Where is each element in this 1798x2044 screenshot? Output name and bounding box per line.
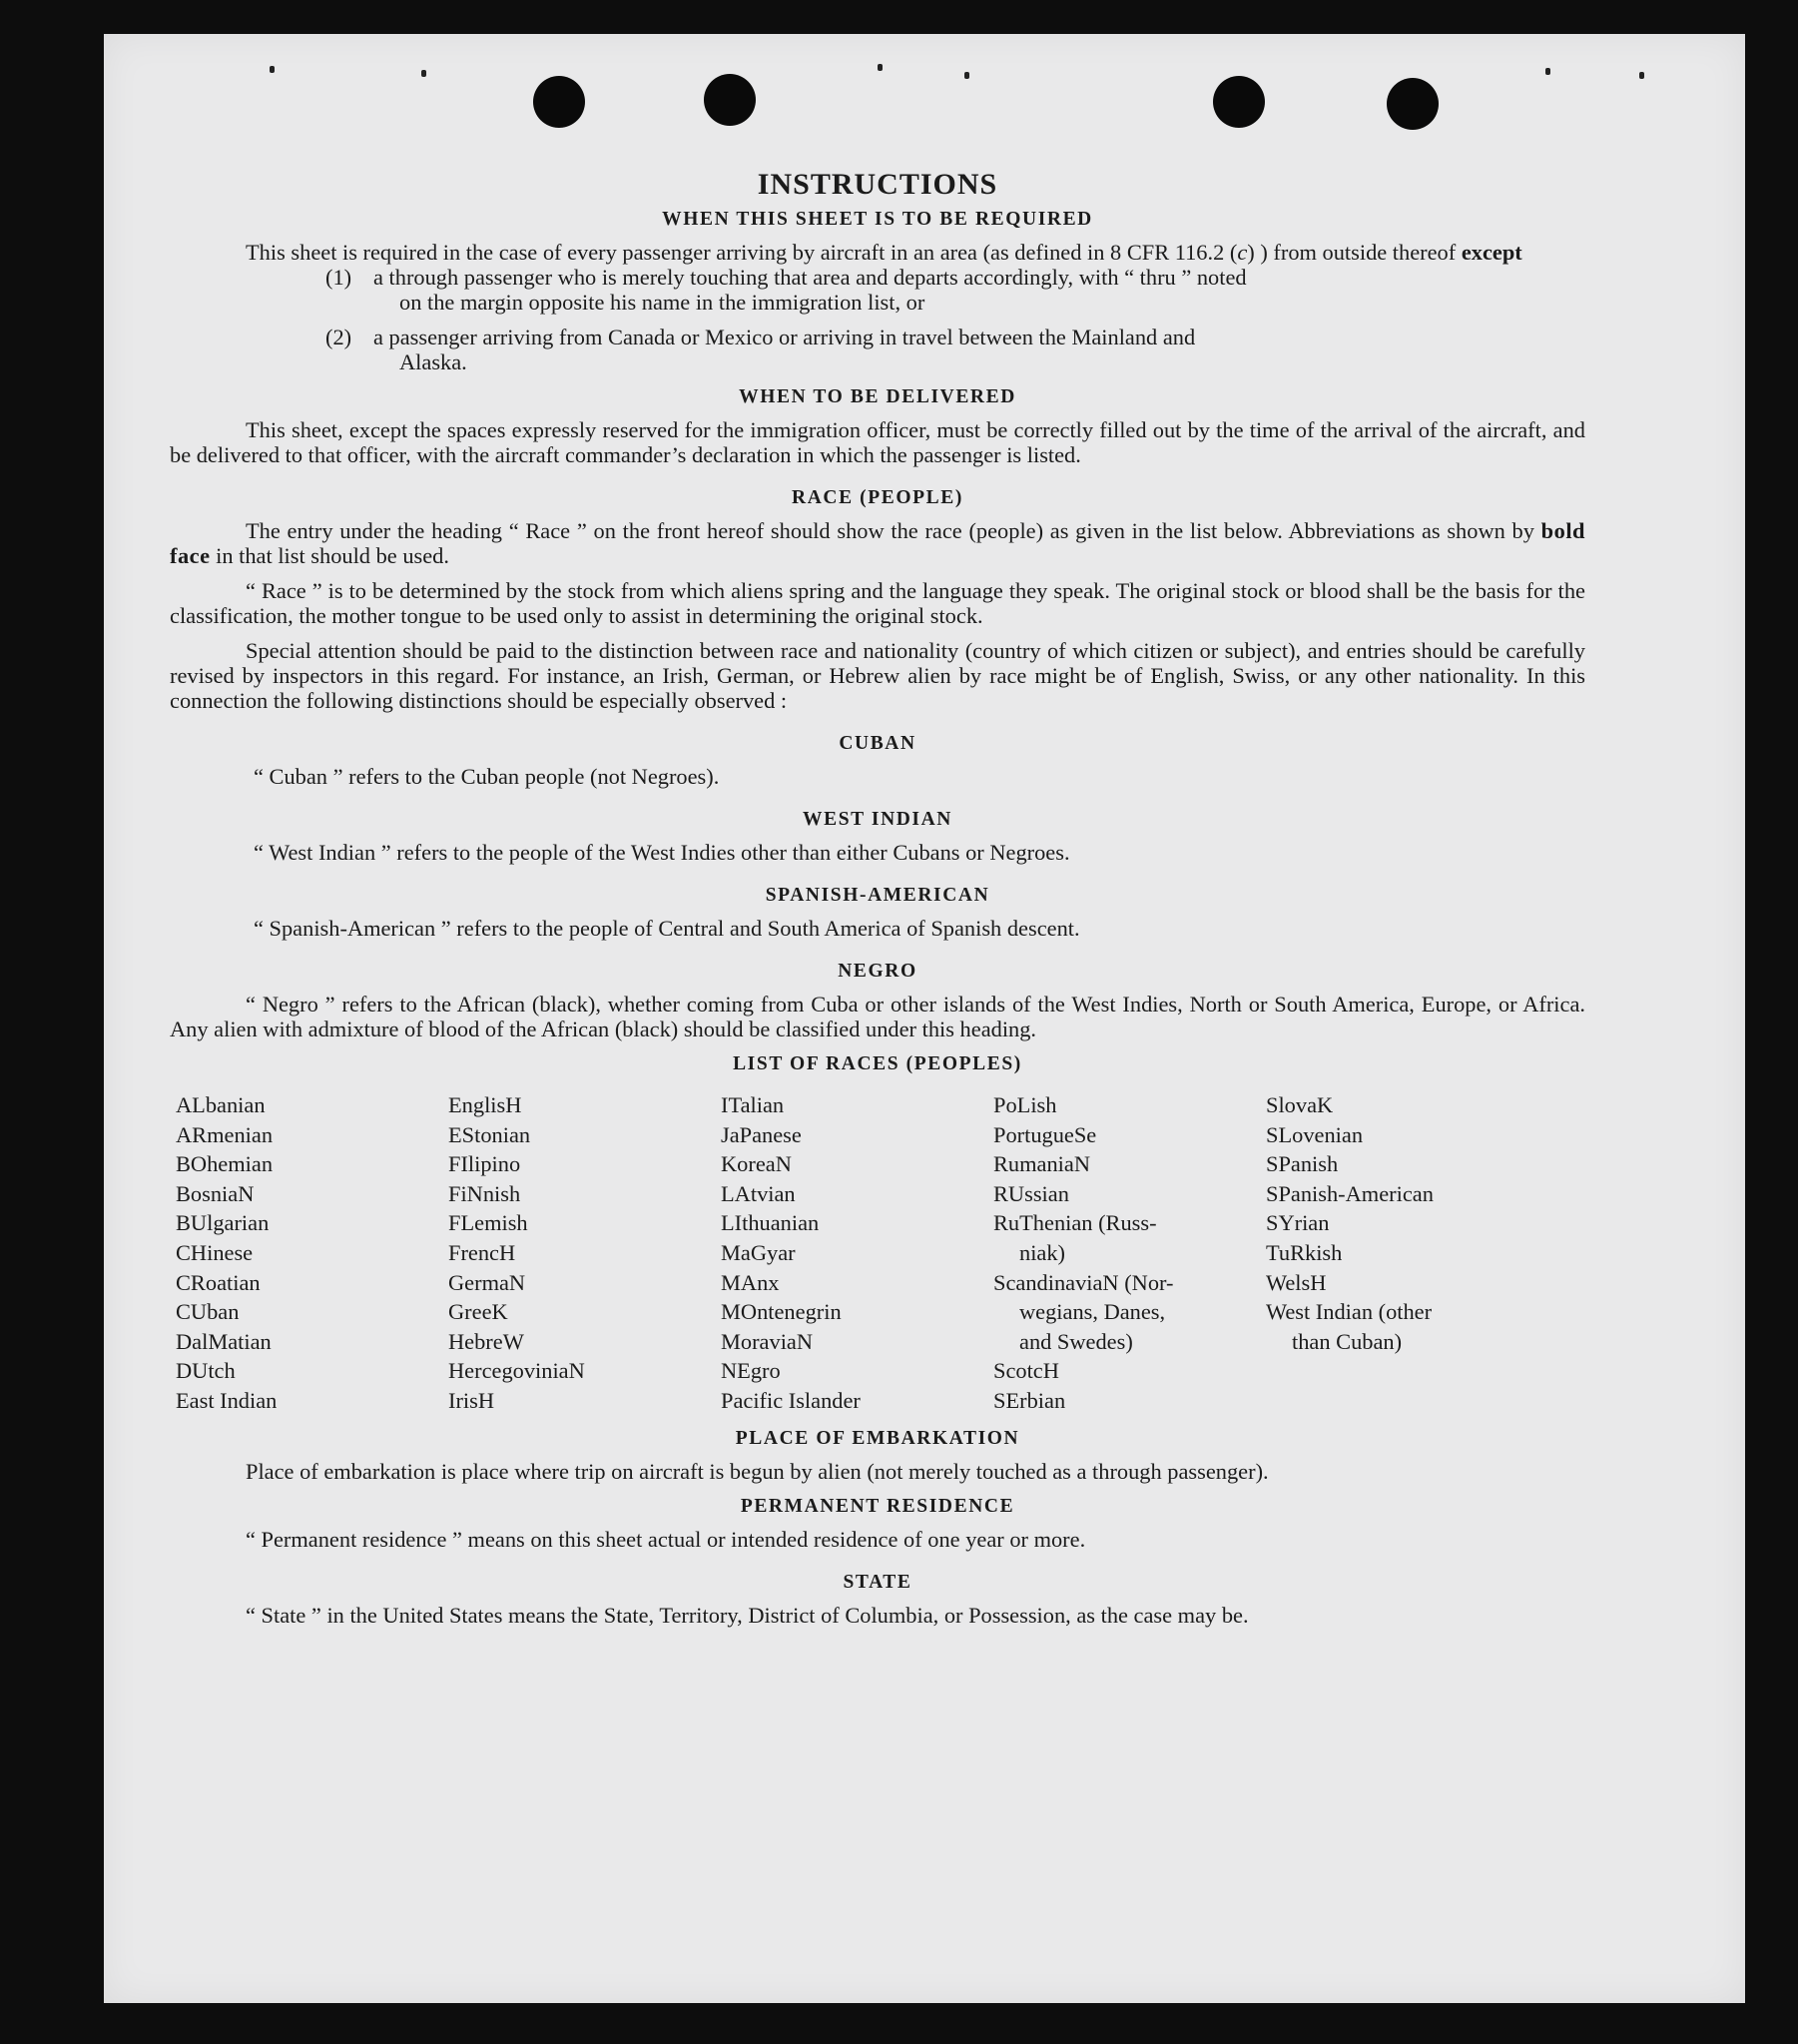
negro-text: “ Negro ” refers to the African (black), whether coming from Cuba or other islands of the West Indies, North or South America, Europe, or Africa. Any alien with admixture of blood of the African (black) should be classified under this heading. (170, 992, 1585, 1041)
race-entry: SYrian (1266, 1210, 1330, 1236)
section-heading-embarkation: PLACE OF EMBARKATION (735, 1427, 1020, 1449)
race-paragraph-2: “ Race ” is to be determined by the stock from which aliens spring and the language they speak. The original stock or blood shall be the basis for the classification, the mother tongue to be used only to assist in determining the original stock. (170, 578, 1585, 628)
speck-mark (878, 64, 883, 71)
race-entry: HebreW (448, 1328, 524, 1354)
required-item-1: (1) a through passenger who is merely touching that area and departs accordingly, with “ thru ” noted on the margin opposite his name in the immigration list, or (325, 265, 1247, 315)
race-entry: niak) (1019, 1239, 1066, 1265)
instructions-content (170, 136, 1585, 1628)
races-column-2 (448, 1090, 721, 1416)
race-entry: IrisH (448, 1387, 495, 1413)
race-entry: JaPanese (721, 1121, 802, 1147)
section-heading-state: STATE (843, 1571, 912, 1593)
race-entry: CRoatian (176, 1269, 261, 1295)
race-entry: SPanish-American (1266, 1180, 1434, 1206)
speck-mark (1639, 72, 1644, 79)
race-entry: BOhemian (176, 1151, 274, 1177)
race-entry: ScotcH (993, 1358, 1059, 1384)
race-entry: BosniaN (176, 1180, 255, 1206)
race-entry: DUtch (176, 1358, 236, 1384)
race-entry: FiNnish (448, 1180, 521, 1206)
race-entry: Pacific Islander (721, 1387, 861, 1413)
west-indian-text: “ West Indian ” refers to the people of the West Indies other than either Cubans or Negroes. (254, 840, 1070, 865)
race-entry: SLovenian (1266, 1121, 1364, 1147)
race-paragraph-3: Special attention should be paid to the distinction between race and nationality (country of which citizen or subject), and entries should be carefully revised by inspectors in this regard. For instance, an Irish, German, or Hebrew alien by race might be of English, Swiss, or any other nationality. In this connection the following distinctions should be especially observed : (170, 638, 1585, 713)
race-entry: LIthuanian (721, 1210, 820, 1236)
race-entry: MoraviaN (721, 1328, 814, 1354)
race-entry: NEgro (721, 1358, 781, 1384)
race-entry: RuThenian (Russ- (993, 1210, 1157, 1236)
except-keyword: except (1461, 240, 1522, 265)
page-title: INSTRUCTIONS (757, 168, 998, 201)
race-entry: ITalian (721, 1092, 785, 1117)
race-entry: SPanish (1266, 1151, 1339, 1177)
speck-mark (421, 70, 426, 77)
races-column-1 (176, 1090, 448, 1416)
race-entry: RUssian (993, 1180, 1069, 1206)
cuban-text: “ Cuban ” refers to the Cuban people (not Negroes). (254, 764, 720, 789)
speck-mark (964, 72, 969, 79)
race-entry: KoreaN (721, 1151, 792, 1177)
race-entry: and Swedes) (1019, 1328, 1133, 1354)
race-entry: SlovaK (1266, 1092, 1334, 1117)
races-column-5 (1266, 1090, 1538, 1416)
race-entry: West Indian (other (1266, 1299, 1433, 1325)
required-item-2: (2) a passenger arriving from Canada or Mexico or arriving in travel between the Mainland and Alaska. (325, 325, 1196, 374)
race-entry: HercegoviniaN (448, 1358, 585, 1384)
races-column-4 (993, 1090, 1266, 1416)
residence-text: “ Permanent residence ” means on this sheet actual or intended residence of one year or more. (246, 1526, 1086, 1552)
race-entry: GreeK (448, 1299, 508, 1325)
race-entry: CUban (176, 1299, 240, 1325)
races-column-3 (721, 1090, 993, 1416)
punch-hole (1387, 78, 1439, 130)
section-heading-residence: PERMANENT RESIDENCE (740, 1495, 1015, 1517)
speck-mark (270, 66, 275, 73)
race-entry: EStonian (448, 1121, 531, 1147)
race-entry: FrencH (448, 1239, 516, 1265)
race-entry: TuRkish (1266, 1239, 1343, 1265)
section-heading-cuban: CUBAN (839, 733, 916, 754)
state-text: “ State ” in the United States means the State, Territory, District of Columbia, or Possession, as the case may be. (246, 1602, 1249, 1628)
section-heading-list-of-races: LIST OF RACES (PEOPLES) (733, 1053, 1022, 1074)
section-heading-spanish-american: SPANISH-AMERICAN (765, 885, 990, 906)
race-entry: East Indian (176, 1387, 278, 1413)
section-heading-delivered: WHEN TO BE DELIVERED (739, 386, 1016, 407)
race-entry: PoLish (993, 1092, 1057, 1117)
section-heading-negro: NEGRO (838, 961, 917, 982)
race-entry: ScandinaviaN (Nor- (993, 1269, 1174, 1295)
race-entry: DalMatian (176, 1328, 272, 1354)
race-entry: MAnx (721, 1269, 780, 1295)
race-entry: MaGyar (721, 1239, 796, 1265)
race-entry: RumaniaN (993, 1151, 1091, 1177)
section-heading-race: RACE (PEOPLE) (792, 487, 963, 508)
race-entry: FLemish (448, 1210, 528, 1236)
punch-hole (1213, 76, 1265, 128)
delivered-text: This sheet, except the spaces expressly reserved for the immigration officer, must be correctly filled out by the time of the arrival of the aircraft, and be delivered to that officer, with the aircraft commander’s declaration in which the passenger is listed. (170, 417, 1585, 467)
race-entry: than Cuban) (1292, 1328, 1403, 1354)
spanish-american-text: “ Spanish-American ” refers to the people of Central and South America of Spanish descent. (254, 916, 1080, 941)
race-entry: EnglisH (448, 1092, 522, 1117)
speck-mark (1545, 68, 1550, 75)
race-entry: SErbian (993, 1387, 1066, 1413)
race-entry: MOntenegrin (721, 1299, 842, 1325)
punch-hole (533, 76, 585, 128)
race-entry: wegians, Danes, (1019, 1299, 1166, 1325)
race-entry: BUlgarian (176, 1210, 270, 1236)
embarkation-text: Place of embarkation is place where trip on aircraft is begun by alien (not merely touched as a through passenger). (246, 1458, 1269, 1484)
races-list (176, 1090, 1585, 1416)
race-entry: CHinese (176, 1239, 254, 1265)
race-entry: LAtvian (721, 1180, 796, 1206)
race-entry: GermaN (448, 1269, 526, 1295)
race-entry: WelsH (1266, 1269, 1327, 1295)
race-paragraph-1: The entry under the heading “ Race ” on the front hereof should show the race (people) as given in the list below. Abbreviations as shown by bold face in that list should be used. (170, 518, 1585, 568)
race-entry: ARmenian (176, 1121, 274, 1147)
race-entry: PortugueSe (993, 1121, 1097, 1147)
punch-hole (704, 74, 756, 126)
race-entry: FIlipino (448, 1151, 521, 1177)
section-heading-required: WHEN THIS SHEET IS TO BE REQUIRED (662, 209, 1093, 230)
section-heading-west-indian: WEST INDIAN (803, 809, 952, 830)
race-entry: ALbanian (176, 1092, 266, 1117)
required-intro: This sheet is required in the case of every passenger arriving by aircraft in an area (as defined in 8 CFR 116.2 (c) ) from outside thereof except (246, 240, 1522, 265)
